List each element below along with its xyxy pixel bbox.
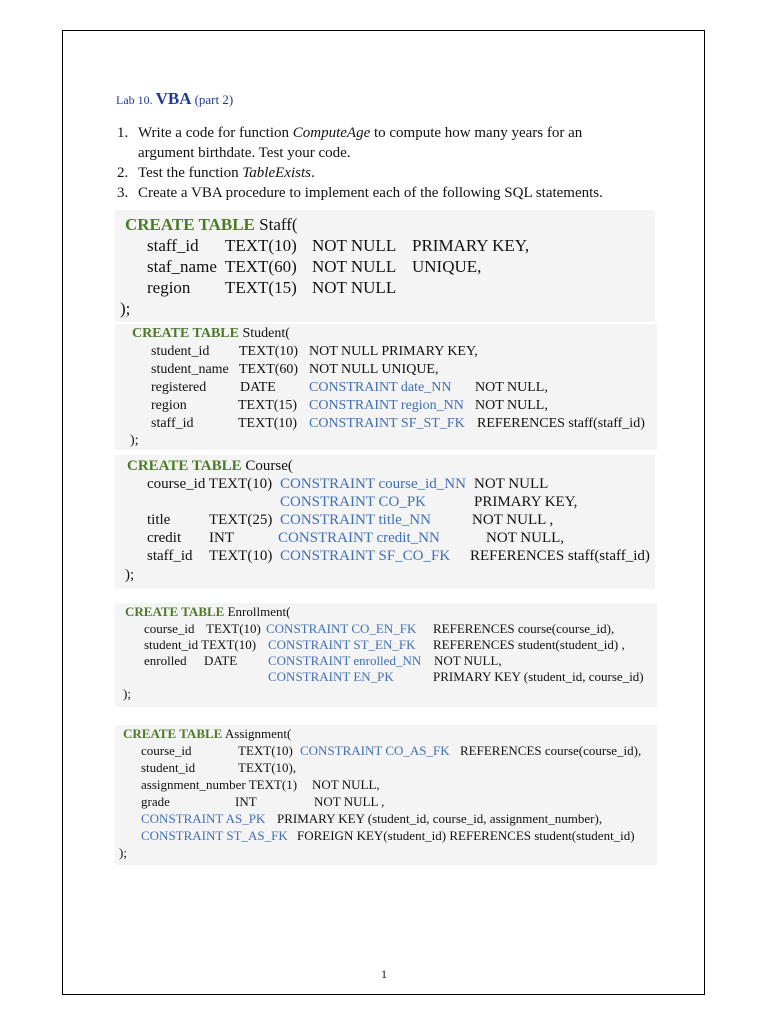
assignment-close: );	[119, 845, 127, 860]
enrollment-pk-constraint: CONSTRAINT EN_PK	[268, 669, 394, 684]
course-col-credit-constraint: CONSTRAINT credit_NN	[278, 530, 440, 546]
student-col-id-type: TEXT(10)	[239, 344, 299, 359]
course-col-id-null: NOT NULL	[474, 476, 549, 492]
student-close: );	[130, 433, 139, 448]
enrollment-sql-block	[115, 603, 657, 707]
course-sql-block	[115, 455, 655, 589]
staff-col-id: staff_id	[147, 236, 199, 255]
assignment-col-number-null: NOT NULL,	[312, 777, 380, 792]
question-1-continuation: argument birthdate. Test your code.	[138, 145, 351, 161]
course-pk-key: PRIMARY KEY,	[474, 494, 578, 510]
staff-col-region: region	[147, 278, 191, 297]
enrollment-pk-key: PRIMARY KEY (student_id, course_id)	[433, 669, 644, 684]
staff-col-id-null: NOT NULL	[312, 236, 397, 255]
course-col-id: course_id TEXT(10)	[147, 476, 273, 492]
assignment-sql-block	[115, 725, 657, 865]
student-col-name: student_name	[151, 362, 229, 377]
assignment-col-student-type: TEXT(10),	[238, 760, 297, 775]
enrollment-col-enrolled: enrolled	[144, 653, 187, 668]
question-1-text: Write a code for function ComputeAge to compute how many years for an	[138, 125, 583, 141]
course-col-staff: staff_id	[147, 548, 193, 564]
assignment-fk-ref: FOREIGN KEY(student_id) REFERENCES student(student_id)	[297, 828, 635, 843]
enrollment-col-course-constraint: CONSTRAINT CO_EN_FK	[266, 621, 417, 636]
course-col-title-type: TEXT(25)	[209, 512, 273, 528]
course-col-staff-ref: REFERENCES staff(staff_id)	[470, 548, 650, 564]
student-col-registered-type: DATE	[240, 380, 276, 395]
staff-col-name-null: NOT NULL	[312, 257, 397, 276]
enrollment-col-course-ref: REFERENCES course(course_id),	[433, 621, 615, 636]
course-col-title-constraint: CONSTRAINT title_NN	[280, 512, 431, 528]
student-col-staff: staff_id	[151, 416, 194, 431]
student-col-registered-null: NOT NULL,	[475, 380, 548, 395]
enrollment-col-enrolled-type: DATE	[204, 653, 238, 668]
student-col-registered: registered	[151, 380, 207, 395]
student-sql-block	[115, 324, 657, 450]
enrollment-col-student-constraint: CONSTRAINT ST_EN_FK	[268, 637, 416, 652]
assignment-col-course-ref: REFERENCES course(course_id),	[460, 743, 642, 758]
question-2-number: 2.	[117, 165, 129, 181]
staff-col-id-type: TEXT(10)	[225, 236, 297, 255]
assignment-fk-constraint: CONSTRAINT ST_AS_FK	[141, 828, 288, 843]
staff-col-name-type: TEXT(60)	[225, 257, 297, 276]
enrollment-create-line: CREATE TABLE Enrollment(	[125, 604, 291, 619]
student-col-name-constraint: NOT NULL UNIQUE,	[309, 362, 439, 377]
staff-col-region-null: NOT NULL	[312, 278, 397, 297]
student-col-staff-ref: REFERENCES staff(staff_id)	[477, 416, 645, 431]
course-col-credit: credit	[147, 530, 182, 546]
question-2-text: Test the function TableExists.	[138, 165, 315, 181]
assignment-col-course: course_id	[141, 743, 192, 758]
course-col-staff-constraint: CONSTRAINT SF_CO_FK	[280, 548, 451, 564]
course-col-title-null: NOT NULL ,	[472, 512, 554, 528]
staff-sql-block	[115, 210, 655, 322]
staff-col-id-key: PRIMARY KEY,	[412, 236, 530, 255]
assignment-create-line: CREATE TABLE Assignment(	[123, 726, 292, 741]
enrollment-close: );	[123, 686, 131, 701]
course-col-title: title	[147, 512, 171, 528]
course-close: );	[125, 567, 135, 583]
student-col-id-constraint: NOT NULL PRIMARY KEY,	[309, 344, 478, 359]
assignment-col-grade-type: INT	[235, 794, 257, 809]
assignment-col-course-constraint: CONSTRAINT CO_AS_FK	[300, 743, 450, 758]
assignment-col-course-type: TEXT(10)	[238, 743, 293, 758]
student-col-region: region	[151, 398, 187, 413]
course-col-id-constraint: CONSTRAINT course_id_NN	[280, 476, 466, 492]
enrollment-col-course: course_id	[144, 621, 195, 636]
course-col-credit-null: NOT NULL,	[486, 530, 565, 546]
assignment-col-student: student_id	[141, 760, 196, 775]
staff-col-name: staf_name	[147, 257, 217, 276]
enrollment-col-student-ref: REFERENCES student(student_id) ,	[433, 637, 625, 652]
assignment-pk-key: PRIMARY KEY (student_id, course_id, assignment_number),	[277, 811, 603, 826]
enrollment-col-enrolled-null: NOT NULL,	[434, 653, 502, 668]
student-col-staff-type: TEXT(10)	[238, 416, 298, 431]
course-create-line: CREATE TABLE Course(	[127, 458, 293, 474]
student-create-line: CREATE TABLE Student(	[132, 326, 290, 341]
course-col-credit-type: INT	[209, 530, 234, 546]
staff-create-line: CREATE TABLE Staff(	[125, 215, 298, 234]
student-col-region-type: TEXT(15)	[238, 398, 298, 413]
enrollment-col-student: student_id TEXT(10)	[144, 637, 257, 652]
course-pk-constraint: CONSTRAINT CO_PK	[280, 494, 426, 510]
page-number: 1	[381, 967, 387, 981]
student-col-staff-constraint: CONSTRAINT SF_ST_FK	[309, 416, 465, 431]
student-col-id: student_id	[151, 344, 210, 359]
assignment-col-grade: grade	[141, 794, 170, 809]
enrollment-col-course-type: TEXT(10)	[206, 621, 261, 636]
question-1-number: 1.	[117, 125, 129, 141]
staff-col-name-unique: UNIQUE,	[412, 257, 482, 276]
student-col-registered-constraint: CONSTRAINT date_NN	[309, 380, 452, 395]
staff-col-region-type: TEXT(15)	[225, 278, 297, 297]
lab-heading: Lab 10. VBA (part 2)	[116, 89, 234, 108]
student-col-name-type: TEXT(60)	[239, 362, 299, 377]
course-col-staff-type: TEXT(10)	[209, 548, 273, 564]
student-col-region-null: NOT NULL,	[475, 398, 548, 413]
question-3-text: Create a VBA procedure to implement each of the following SQL statements.	[138, 185, 603, 201]
question-3-number: 3.	[117, 185, 129, 201]
enrollment-col-enrolled-constraint: CONSTRAINT enrolled_NN	[268, 653, 422, 668]
assignment-col-grade-null: NOT NULL ,	[314, 794, 385, 809]
assignment-col-number: assignment_number TEXT(1)	[141, 777, 298, 792]
staff-close: );	[120, 299, 131, 318]
student-col-region-constraint: CONSTRAINT region_NN	[309, 398, 464, 413]
assignment-pk-constraint: CONSTRAINT AS_PK	[141, 811, 266, 826]
